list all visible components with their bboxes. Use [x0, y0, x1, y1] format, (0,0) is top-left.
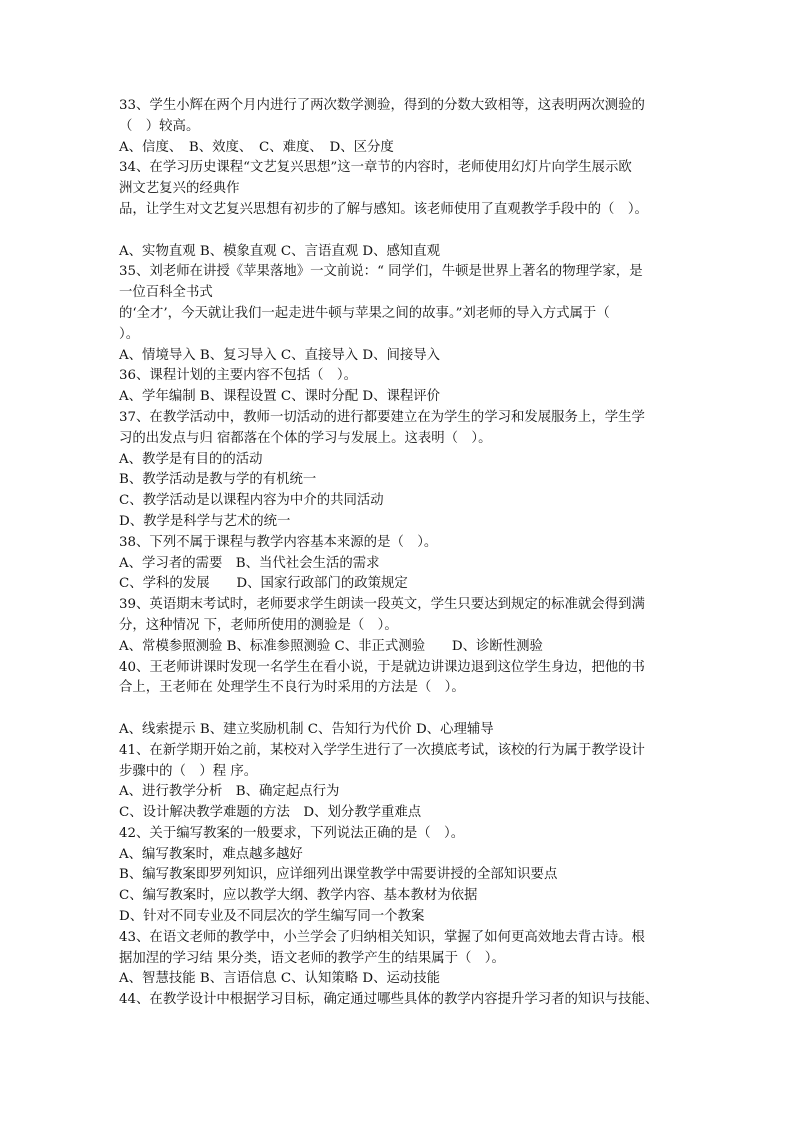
text-line: C、学科的发展 D、国家行政部门的政策规定 [119, 576, 408, 592]
text-line: 43、在语文老师的教学中，小兰学会了归纳相关知识，掌握了如何更高效地去背古诗。根 [119, 929, 645, 945]
text-line: A、智慧技能 B、言语信息 C、认知策略 D、运动技能 [119, 971, 441, 987]
text-line: B、教学活动是教与学的有机统一 [119, 472, 317, 488]
text-line: 34、在学习历史课程“文艺复兴思想”这一章节的内容时，老师使用幻灯片向学生展示欧 [119, 160, 632, 176]
text-line: A、实物直观 B、模象直观 C、言语直观 D、感知直观 [119, 243, 441, 259]
text-line: A、学年编制 B、课程设置 C、课时分配 D、课程评价 [119, 389, 441, 405]
text-line: 一位百科全书式 [119, 285, 213, 301]
text-line: B、编写教案即罗列知识，应详细列出课堂教学中需要讲授的全部知识要点 [119, 867, 558, 883]
text-line: A、情境导入 B、复习导入 C、直接导入 D、间接导入 [119, 347, 441, 363]
text-line: 38、下列不属于课程与教学内容基本来源的是（ ）。 [119, 534, 438, 550]
text-line: 习的出发点与归 宿都落在个体的学习与发展上。这表明（ ）。 [119, 430, 492, 446]
text-line: 洲文艺复兴的经典作 [119, 181, 240, 197]
text-line: 33、学生小辉在两个月内进行了两次数学测验，得到的分数大致相等，这表明两次测验的 [119, 98, 645, 113]
document-page [119, 96, 685, 1011]
text-line: C、设计解决教学难题的方法 D、划分教学重难点 [119, 805, 422, 821]
text-line: 35、刘老师在讲授《苹果落地》一文前说：“ 同学们，牛顿是世界上著名的物理学家，是 [119, 264, 643, 280]
text-line: 的‘全才’，今天就让我们一起走进牛顿与苹果之间的故事。”刘老师的导入方式属于（ [119, 305, 610, 321]
text-line: A、常模参照测验 B、标准参照测验 C、非正式测验 D、诊断性测验 [119, 638, 543, 654]
text-line: ）。 [119, 326, 140, 342]
text-line: 36、课程计划的主要内容不包括（ ）。 [119, 368, 357, 384]
text-line: 40、王老师讲课时发现一名学生在看小说，于是就边讲课边退到这位学生身边，把他的书 [119, 659, 645, 675]
text-line: （ ）较高。 [119, 118, 200, 134]
text-line: C、教学活动是以课程内容为中介的共同活动 [119, 493, 384, 509]
text-line: 41、在新学期开始之前，某校对入学学生进行了一次摸底考试，该校的行为属于教学设计 [119, 742, 645, 758]
text-line: 品，让学生对文艺复兴思想有初步的了解与感知。该老师使用了直观教学手段中的（ ）。 [119, 201, 648, 217]
text-line: D、教学是科学与艺术的统一 [119, 513, 291, 529]
blank-line [119, 699, 685, 720]
text-line: 44、在教学设计中根据学习目标，确定通过哪些具体的教学内容提升学习者的知识与技能、 [119, 992, 659, 1008]
text-line: 合上，王老师在 处理学生不良行为时采用的方法是（ ）。 [119, 680, 465, 696]
text-line: 42、关于编写教案的一般要求，下列说法正确的是（ ）。 [119, 825, 465, 841]
text-line: 分，这种情况 下，老师所使用的测验是（ ）。 [119, 617, 398, 633]
text-line: A、信度、 B、效度、 C、难度、 D、区分度 [119, 139, 394, 155]
text-line: 39、英语期末考试时，老师要求学生朗读一段英文，学生只要达到规定的标准就会得到满 [119, 597, 645, 613]
blank-line [119, 221, 685, 242]
text-line: D、针对不同专业及不同层次的学生编写同一个教案 [119, 909, 425, 925]
text-line: 据加涅的学习结 果分类，语文老师的教学产生的结果属于（ ）。 [119, 950, 505, 966]
text-line: A、进行教学分析 B、确定起点行为 [119, 784, 340, 800]
text-line: 37、在教学活动中，教师一切活动的进行都要建立在为学生的学习和发展服务上，学生学 [119, 409, 645, 425]
text-line: A、学习者的需要 B、当代社会生活的需求 [119, 555, 380, 571]
text-line: C、编写教案时，应以教学大纲、教学内容、基本教材为依据 [119, 888, 478, 904]
text-line: A、教学是有目的的活动 [119, 451, 263, 467]
text-line: A、线索提示 B、建立奖励机制 C、告知行为代价 D、心理辅导 [119, 721, 494, 737]
text-line: 步骤中的（ ）程 序。 [119, 763, 258, 779]
text-line: A、编写教案时，难点越多越好 [119, 846, 303, 862]
